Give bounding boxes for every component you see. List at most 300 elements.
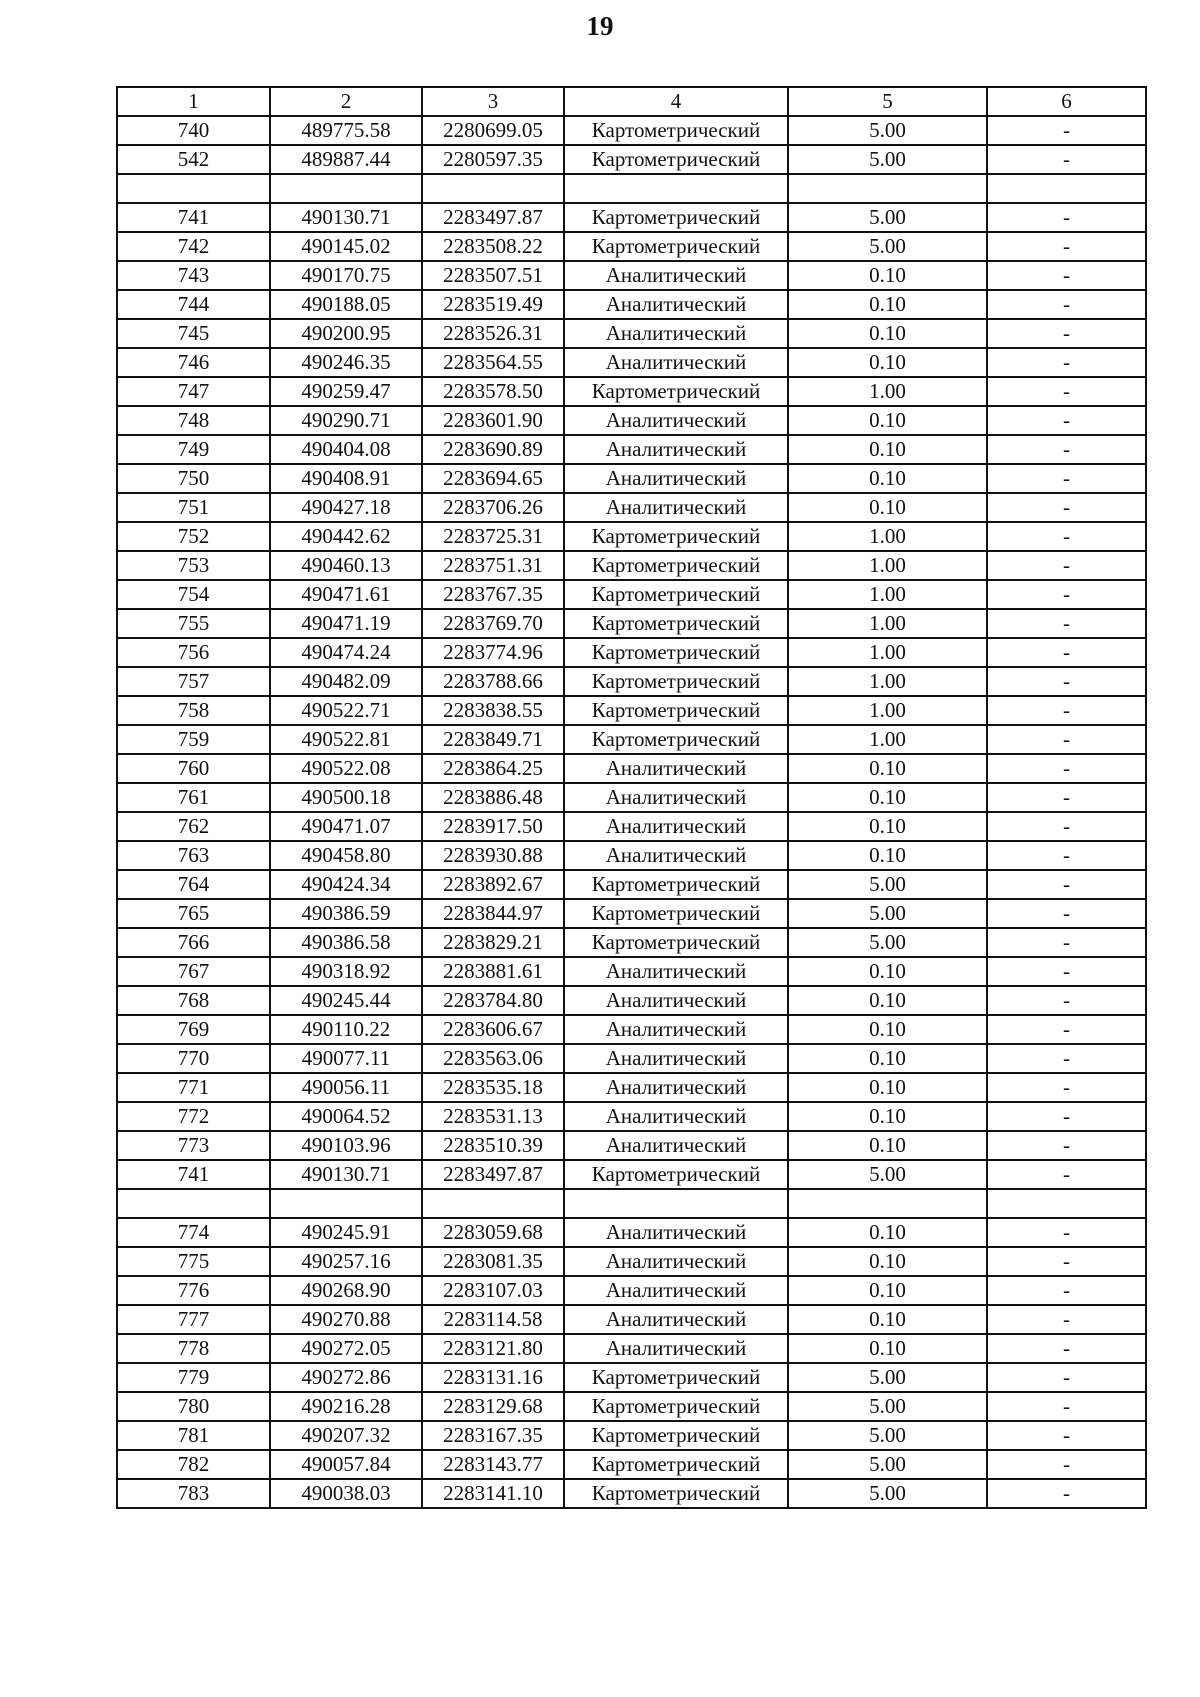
point-number-cell: 780	[117, 1392, 270, 1421]
x-coordinate-cell: 490170.75	[270, 261, 422, 290]
y-coordinate-cell: 2283788.66	[422, 667, 564, 696]
point-number-cell: 741	[117, 203, 270, 232]
table-header-row	[117, 87, 1146, 116]
note-cell: -	[987, 638, 1146, 667]
point-number-cell: 772	[117, 1102, 270, 1131]
method-cell: Аналитический	[564, 783, 788, 812]
note-cell: -	[987, 1450, 1146, 1479]
point-number-cell: 764	[117, 870, 270, 899]
note-cell: -	[987, 435, 1146, 464]
point-number-cell: 771	[117, 1073, 270, 1102]
column-header: 5	[788, 87, 987, 116]
note-cell: -	[987, 1334, 1146, 1363]
table-row	[117, 261, 1146, 290]
y-coordinate-cell: 2283563.06	[422, 1044, 564, 1073]
x-coordinate-cell: 490130.71	[270, 203, 422, 232]
method-cell: Аналитический	[564, 435, 788, 464]
method-cell: Аналитический	[564, 1102, 788, 1131]
accuracy-cell: 5.00	[788, 1392, 987, 1421]
accuracy-cell: 1.00	[788, 667, 987, 696]
accuracy-cell: 0.10	[788, 841, 987, 870]
method-cell: Картометрический	[564, 1160, 788, 1189]
table-row	[117, 1102, 1146, 1131]
y-coordinate-cell: 2283849.71	[422, 725, 564, 754]
point-number-cell: 783	[117, 1479, 270, 1508]
point-number-cell: 769	[117, 1015, 270, 1044]
note-cell: -	[987, 1015, 1146, 1044]
y-coordinate-cell: 2283141.10	[422, 1479, 564, 1508]
table-row	[117, 377, 1146, 406]
method-cell: Картометрический	[564, 870, 788, 899]
accuracy-cell: 1.00	[788, 725, 987, 754]
x-coordinate-cell: 490057.84	[270, 1450, 422, 1479]
x-coordinate-cell: 490077.11	[270, 1044, 422, 1073]
y-coordinate-cell	[422, 174, 564, 203]
x-coordinate-cell: 490408.91	[270, 464, 422, 493]
method-cell: Картометрический	[564, 1392, 788, 1421]
table-row	[117, 1334, 1146, 1363]
table-row	[117, 1247, 1146, 1276]
y-coordinate-cell: 2283531.13	[422, 1102, 564, 1131]
x-coordinate-cell: 490318.92	[270, 957, 422, 986]
table-row	[117, 1189, 1146, 1218]
note-cell: -	[987, 696, 1146, 725]
x-coordinate-cell: 490522.81	[270, 725, 422, 754]
accuracy-cell: 0.10	[788, 1015, 987, 1044]
accuracy-cell: 0.10	[788, 783, 987, 812]
accuracy-cell: 0.10	[788, 986, 987, 1015]
table-row	[117, 638, 1146, 667]
method-cell: Аналитический	[564, 406, 788, 435]
point-number-cell: 750	[117, 464, 270, 493]
note-cell: -	[987, 116, 1146, 145]
note-cell: -	[987, 1479, 1146, 1508]
table-row	[117, 986, 1146, 1015]
note-cell: -	[987, 261, 1146, 290]
x-coordinate-cell: 490200.95	[270, 319, 422, 348]
note-cell: -	[987, 812, 1146, 841]
y-coordinate-cell: 2283706.26	[422, 493, 564, 522]
table-row	[117, 725, 1146, 754]
x-coordinate-cell: 490460.13	[270, 551, 422, 580]
method-cell: Аналитический	[564, 1073, 788, 1102]
accuracy-cell: 0.10	[788, 1247, 987, 1276]
x-coordinate-cell: 490145.02	[270, 232, 422, 261]
note-cell: -	[987, 1421, 1146, 1450]
method-cell: Картометрический	[564, 725, 788, 754]
x-coordinate-cell: 490272.86	[270, 1363, 422, 1392]
note-cell: -	[987, 580, 1146, 609]
method-cell: Аналитический	[564, 1131, 788, 1160]
y-coordinate-cell: 2283519.49	[422, 290, 564, 319]
note-cell: -	[987, 870, 1146, 899]
x-coordinate-cell: 490257.16	[270, 1247, 422, 1276]
note-cell: -	[987, 1392, 1146, 1421]
x-coordinate-cell: 490268.90	[270, 1276, 422, 1305]
method-cell: Аналитический	[564, 1218, 788, 1247]
y-coordinate-cell: 2283059.68	[422, 1218, 564, 1247]
accuracy-cell: 0.10	[788, 290, 987, 319]
point-number-cell: 767	[117, 957, 270, 986]
note-cell: -	[987, 1044, 1146, 1073]
note-cell: -	[987, 1305, 1146, 1334]
point-number-cell: 741	[117, 1160, 270, 1189]
x-coordinate-cell	[270, 1189, 422, 1218]
method-cell: Картометрический	[564, 377, 788, 406]
x-coordinate-cell: 490259.47	[270, 377, 422, 406]
table-row	[117, 464, 1146, 493]
method-cell: Картометрический	[564, 696, 788, 725]
note-cell: -	[987, 783, 1146, 812]
table-row	[117, 1044, 1146, 1073]
accuracy-cell: 0.10	[788, 1276, 987, 1305]
note-cell: -	[987, 493, 1146, 522]
y-coordinate-cell: 2283881.61	[422, 957, 564, 986]
note-cell: -	[987, 1218, 1146, 1247]
x-coordinate-cell: 490471.19	[270, 609, 422, 638]
point-number-cell: 752	[117, 522, 270, 551]
y-coordinate-cell: 2283507.51	[422, 261, 564, 290]
x-coordinate-cell: 490064.52	[270, 1102, 422, 1131]
table-row	[117, 754, 1146, 783]
y-coordinate-cell: 2283864.25	[422, 754, 564, 783]
method-cell: Картометрический	[564, 899, 788, 928]
point-number-cell: 542	[117, 145, 270, 174]
table-row	[117, 1392, 1146, 1421]
table-row	[117, 928, 1146, 957]
table-row	[117, 203, 1146, 232]
note-cell: -	[987, 899, 1146, 928]
method-cell: Картометрический	[564, 667, 788, 696]
point-number-cell: 774	[117, 1218, 270, 1247]
y-coordinate-cell: 2283081.35	[422, 1247, 564, 1276]
accuracy-cell: 1.00	[788, 551, 987, 580]
method-cell	[564, 174, 788, 203]
accuracy-cell: 5.00	[788, 1363, 987, 1392]
table-row	[117, 812, 1146, 841]
x-coordinate-cell: 490130.71	[270, 1160, 422, 1189]
point-number-cell: 757	[117, 667, 270, 696]
accuracy-cell: 5.00	[788, 1421, 987, 1450]
point-number-cell: 768	[117, 986, 270, 1015]
y-coordinate-cell: 2283769.70	[422, 609, 564, 638]
table-row	[117, 116, 1146, 145]
x-coordinate-cell: 490458.80	[270, 841, 422, 870]
method-cell: Аналитический	[564, 754, 788, 783]
y-coordinate-cell: 2283606.67	[422, 1015, 564, 1044]
x-coordinate-cell: 490424.34	[270, 870, 422, 899]
x-coordinate-cell: 490442.62	[270, 522, 422, 551]
x-coordinate-cell: 490474.24	[270, 638, 422, 667]
method-cell: Картометрический	[564, 1479, 788, 1508]
x-coordinate-cell: 490270.88	[270, 1305, 422, 1334]
note-cell: -	[987, 145, 1146, 174]
y-coordinate-cell: 2283535.18	[422, 1073, 564, 1102]
note-cell: -	[987, 290, 1146, 319]
table-row	[117, 1218, 1146, 1247]
table-row	[117, 1160, 1146, 1189]
table-row	[117, 1450, 1146, 1479]
note-cell: -	[987, 986, 1146, 1015]
note-cell: -	[987, 928, 1146, 957]
method-cell: Аналитический	[564, 812, 788, 841]
table-row	[117, 1073, 1146, 1102]
accuracy-cell: 5.00	[788, 145, 987, 174]
point-number-cell: 743	[117, 261, 270, 290]
table-row	[117, 435, 1146, 464]
note-cell: -	[987, 1276, 1146, 1305]
page-number: 19	[586, 11, 614, 41]
point-number-cell: 770	[117, 1044, 270, 1073]
y-coordinate-cell: 2283107.03	[422, 1276, 564, 1305]
point-number-cell: 761	[117, 783, 270, 812]
x-coordinate-cell: 490386.58	[270, 928, 422, 957]
y-coordinate-cell: 2283930.88	[422, 841, 564, 870]
table-row	[117, 522, 1146, 551]
x-coordinate-cell: 489775.58	[270, 116, 422, 145]
x-coordinate-cell: 490103.96	[270, 1131, 422, 1160]
column-header: 6	[987, 87, 1146, 116]
y-coordinate-cell	[422, 1189, 564, 1218]
y-coordinate-cell: 2280699.05	[422, 116, 564, 145]
x-coordinate-cell: 490246.35	[270, 348, 422, 377]
y-coordinate-cell: 2283829.21	[422, 928, 564, 957]
column-header: 4	[564, 87, 788, 116]
accuracy-cell: 1.00	[788, 609, 987, 638]
point-number-cell: 765	[117, 899, 270, 928]
y-coordinate-cell: 2283131.16	[422, 1363, 564, 1392]
note-cell: -	[987, 754, 1146, 783]
accuracy-cell: 0.10	[788, 406, 987, 435]
column-header: 1	[117, 87, 270, 116]
x-coordinate-cell: 490216.28	[270, 1392, 422, 1421]
point-number-cell: 763	[117, 841, 270, 870]
method-cell: Аналитический	[564, 1015, 788, 1044]
column-header: 3	[422, 87, 564, 116]
note-cell: -	[987, 464, 1146, 493]
point-number-cell: 779	[117, 1363, 270, 1392]
point-number-cell: 760	[117, 754, 270, 783]
y-coordinate-cell: 2283784.80	[422, 986, 564, 1015]
note-cell: -	[987, 348, 1146, 377]
method-cell: Аналитический	[564, 1334, 788, 1363]
y-coordinate-cell: 2283497.87	[422, 203, 564, 232]
accuracy-cell: 0.10	[788, 1131, 987, 1160]
note-cell: -	[987, 377, 1146, 406]
method-cell: Картометрический	[564, 522, 788, 551]
table-row	[117, 841, 1146, 870]
table-row	[117, 667, 1146, 696]
method-cell: Картометрический	[564, 638, 788, 667]
accuracy-cell: 0.10	[788, 1102, 987, 1131]
note-cell: -	[987, 232, 1146, 261]
note-cell: -	[987, 609, 1146, 638]
table-row	[117, 957, 1146, 986]
x-coordinate-cell: 489887.44	[270, 145, 422, 174]
method-cell: Картометрический	[564, 145, 788, 174]
y-coordinate-cell: 2283510.39	[422, 1131, 564, 1160]
y-coordinate-cell: 2283751.31	[422, 551, 564, 580]
note-cell: -	[987, 725, 1146, 754]
note-cell: -	[987, 551, 1146, 580]
point-number-cell: 758	[117, 696, 270, 725]
method-cell: Аналитический	[564, 319, 788, 348]
point-number-cell: 759	[117, 725, 270, 754]
note-cell: -	[987, 1073, 1146, 1102]
x-coordinate-cell: 490522.08	[270, 754, 422, 783]
point-number-cell: 773	[117, 1131, 270, 1160]
y-coordinate-cell: 2283892.67	[422, 870, 564, 899]
accuracy-cell: 0.10	[788, 493, 987, 522]
note-cell: -	[987, 667, 1146, 696]
method-cell: Картометрический	[564, 551, 788, 580]
method-cell: Картометрический	[564, 580, 788, 609]
y-coordinate-cell: 2283578.50	[422, 377, 564, 406]
x-coordinate-cell: 490038.03	[270, 1479, 422, 1508]
method-cell: Аналитический	[564, 493, 788, 522]
note-cell	[987, 1189, 1146, 1218]
y-coordinate-cell: 2283129.68	[422, 1392, 564, 1421]
y-coordinate-cell: 2283838.55	[422, 696, 564, 725]
accuracy-cell: 5.00	[788, 899, 987, 928]
y-coordinate-cell: 2283121.80	[422, 1334, 564, 1363]
x-coordinate-cell	[270, 174, 422, 203]
note-cell: -	[987, 1160, 1146, 1189]
method-cell: Аналитический	[564, 348, 788, 377]
y-coordinate-cell: 2283114.58	[422, 1305, 564, 1334]
accuracy-cell: 0.10	[788, 1305, 987, 1334]
y-coordinate-cell: 2283167.35	[422, 1421, 564, 1450]
table-row	[117, 1276, 1146, 1305]
point-number-cell: 744	[117, 290, 270, 319]
table-row	[117, 609, 1146, 638]
method-cell: Картометрический	[564, 232, 788, 261]
accuracy-cell: 0.10	[788, 1218, 987, 1247]
x-coordinate-cell: 490427.18	[270, 493, 422, 522]
table-row	[117, 1363, 1146, 1392]
table-row	[117, 174, 1146, 203]
y-coordinate-cell: 2283526.31	[422, 319, 564, 348]
accuracy-cell: 5.00	[788, 928, 987, 957]
method-cell: Аналитический	[564, 290, 788, 319]
y-coordinate-cell: 2283694.65	[422, 464, 564, 493]
table-row	[117, 493, 1146, 522]
point-number-cell: 754	[117, 580, 270, 609]
x-coordinate-cell: 490500.18	[270, 783, 422, 812]
table-row	[117, 1131, 1146, 1160]
point-number-cell	[117, 174, 270, 203]
accuracy-cell: 1.00	[788, 522, 987, 551]
point-number-cell: 740	[117, 116, 270, 145]
x-coordinate-cell: 490404.08	[270, 435, 422, 464]
note-cell: -	[987, 841, 1146, 870]
accuracy-cell: 5.00	[788, 870, 987, 899]
table-row	[117, 348, 1146, 377]
accuracy-cell: 5.00	[788, 1479, 987, 1508]
note-cell: -	[987, 957, 1146, 986]
accuracy-cell: 1.00	[788, 696, 987, 725]
method-cell: Картометрический	[564, 1450, 788, 1479]
accuracy-cell	[788, 1189, 987, 1218]
accuracy-cell: 5.00	[788, 1160, 987, 1189]
point-number-cell: 775	[117, 1247, 270, 1276]
point-number-cell: 756	[117, 638, 270, 667]
point-number-cell: 766	[117, 928, 270, 957]
y-coordinate-cell: 2283601.90	[422, 406, 564, 435]
table-row	[117, 580, 1146, 609]
point-number-cell: 762	[117, 812, 270, 841]
accuracy-cell: 5.00	[788, 1450, 987, 1479]
method-cell	[564, 1189, 788, 1218]
column-header: 2	[270, 87, 422, 116]
x-coordinate-cell: 490290.71	[270, 406, 422, 435]
table-row	[117, 1421, 1146, 1450]
method-cell: Аналитический	[564, 464, 788, 493]
point-number-cell	[117, 1189, 270, 1218]
x-coordinate-cell: 490056.11	[270, 1073, 422, 1102]
accuracy-cell: 0.10	[788, 1044, 987, 1073]
x-coordinate-cell: 490482.09	[270, 667, 422, 696]
point-number-cell: 778	[117, 1334, 270, 1363]
method-cell: Картометрический	[564, 1363, 788, 1392]
method-cell: Аналитический	[564, 1044, 788, 1073]
note-cell: -	[987, 1363, 1146, 1392]
method-cell: Картометрический	[564, 928, 788, 957]
accuracy-cell: 0.10	[788, 754, 987, 783]
x-coordinate-cell: 490471.07	[270, 812, 422, 841]
point-number-cell: 755	[117, 609, 270, 638]
x-coordinate-cell: 490207.32	[270, 1421, 422, 1450]
accuracy-cell: 1.00	[788, 377, 987, 406]
accuracy-cell: 1.00	[788, 580, 987, 609]
table-row	[117, 232, 1146, 261]
table-row	[117, 899, 1146, 928]
accuracy-cell	[788, 174, 987, 203]
point-number-cell: 747	[117, 377, 270, 406]
method-cell: Аналитический	[564, 986, 788, 1015]
y-coordinate-cell: 2283725.31	[422, 522, 564, 551]
accuracy-cell: 0.10	[788, 319, 987, 348]
accuracy-cell: 0.10	[788, 957, 987, 986]
method-cell: Картометрический	[564, 609, 788, 638]
y-coordinate-cell: 2283767.35	[422, 580, 564, 609]
point-number-cell: 776	[117, 1276, 270, 1305]
x-coordinate-cell: 490245.44	[270, 986, 422, 1015]
point-number-cell: 777	[117, 1305, 270, 1334]
y-coordinate-cell: 2283564.55	[422, 348, 564, 377]
method-cell: Аналитический	[564, 1247, 788, 1276]
table-row	[117, 783, 1146, 812]
x-coordinate-cell: 490245.91	[270, 1218, 422, 1247]
x-coordinate-cell: 490386.59	[270, 899, 422, 928]
accuracy-cell: 1.00	[788, 638, 987, 667]
table-row	[117, 1015, 1146, 1044]
y-coordinate-cell: 2283774.96	[422, 638, 564, 667]
note-cell	[987, 174, 1146, 203]
method-cell: Аналитический	[564, 1276, 788, 1305]
accuracy-cell: 0.10	[788, 435, 987, 464]
point-number-cell: 749	[117, 435, 270, 464]
accuracy-cell: 5.00	[788, 116, 987, 145]
x-coordinate-cell: 490188.05	[270, 290, 422, 319]
note-cell: -	[987, 1102, 1146, 1131]
y-coordinate-cell: 2283690.89	[422, 435, 564, 464]
method-cell: Аналитический	[564, 841, 788, 870]
x-coordinate-cell: 490272.05	[270, 1334, 422, 1363]
table-row	[117, 696, 1146, 725]
table-row	[117, 870, 1146, 899]
accuracy-cell: 0.10	[788, 348, 987, 377]
